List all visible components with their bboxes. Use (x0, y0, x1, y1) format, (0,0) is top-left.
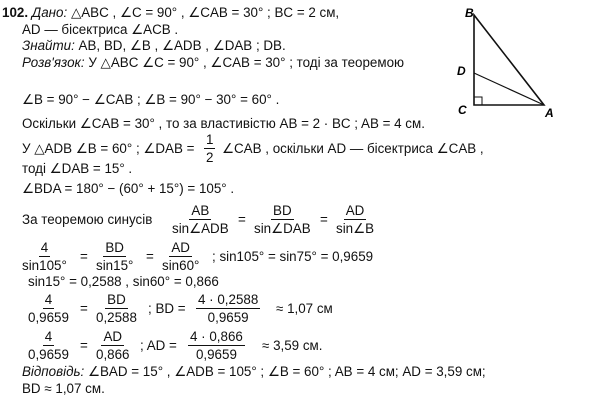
denominator: sin105° (22, 258, 67, 273)
row1-fraction-2 (94, 240, 135, 273)
find-label: Знайти: (22, 38, 75, 53)
row2-mid: ; BD = (148, 301, 186, 316)
given-line-2: AD — бісектриса ∠ACB . (22, 22, 179, 37)
row2-fraction-2 (94, 292, 139, 325)
row1-fraction-3 (160, 240, 201, 273)
numerator: AD (103, 329, 123, 344)
denominator: sin∠DAB (254, 221, 311, 236)
row2-tail: ≈ 1,07 см (276, 301, 333, 316)
row1-fraction-1 (20, 240, 69, 273)
denominator: sin∠ADB (172, 221, 229, 236)
find-line (22, 38, 286, 54)
row3-fraction-3 (188, 329, 245, 362)
sine-rule-label: За теоремою синусів (22, 212, 153, 227)
row2-fraction-1 (26, 292, 71, 325)
answer-line-1 (22, 364, 486, 380)
denominator: 0,9659 (28, 347, 69, 362)
numerator: AD (345, 203, 365, 218)
equals-sign: = (238, 212, 246, 227)
solution-line-4a: У △ADB ∠B = 60° ; ∠DAB = (22, 141, 195, 156)
solution-text-1: У △ABC ∠C = 90° , ∠CAB = 30° ; тоді за теоремою (88, 55, 405, 70)
problem-number: 102. (2, 5, 29, 20)
row1-tail: ; sin105° = sin75° = 0,9659 (212, 249, 374, 264)
sine-rule-fraction-3 (334, 203, 376, 236)
right-angle-mark (474, 97, 482, 105)
vertex-label-a: A (545, 106, 554, 120)
numerator: 4 · 0,2588 (198, 292, 259, 307)
given-label: Дано: (31, 5, 68, 20)
numerator: AD (171, 240, 190, 255)
denominator: 0,2588 (96, 310, 137, 325)
numerator: BD (107, 292, 126, 307)
half-fraction (204, 132, 215, 165)
row3-fraction-1 (26, 329, 71, 362)
denominator: 0,866 (96, 347, 130, 362)
denominator: 0,9659 (207, 310, 249, 325)
solution-line-3: Оскільки ∠CAB = 30° , то за властивістю AB = 2 · BC ; AB = 4 см. (22, 116, 425, 131)
given-line-1: △ABC , ∠C = 90° , ∠CAB = 30° ; BC = 2 см, (70, 5, 340, 20)
numerator: BD (273, 203, 292, 218)
solution-line-4b: ∠CAB , оскільки AD — бісектриса ∠CAB , (222, 141, 484, 156)
solution-line-2: ∠B = 90° − ∠CAB ; ∠B = 90° − 30° = 60° . (22, 92, 280, 107)
numerator: BD (105, 240, 124, 255)
denominator: 0,9659 (195, 347, 237, 362)
sine-rule-fraction-1 (170, 203, 231, 236)
answer-line-2: BD ≈ 1,07 см. (22, 381, 105, 396)
bisector-ad (474, 73, 544, 105)
denominator: 0,9659 (28, 310, 69, 325)
find-text: AB, BD, ∠B , ∠ADB , ∠DAB ; DB. (78, 38, 286, 53)
sine-values-line: sin15° = 0,2588 , sin60° = 0,866 (28, 274, 219, 289)
vertex-label-d: D (457, 64, 466, 78)
denominator: sin∠B (336, 221, 375, 236)
sine-rule-fraction-2 (252, 203, 313, 236)
equals-sign: = (80, 301, 88, 316)
equals-sign: = (80, 249, 88, 264)
problem-header (2, 5, 339, 21)
solution-line-6: ∠BDA = 180° − (60° + 15°) = 105° . (22, 181, 235, 196)
answer-text-1: ∠BAD = 15° , ∠ADB = 105° ; ∠B = 60° ; AB = 4 см; AD = 3,59 см; (88, 364, 486, 379)
equals-sign: = (80, 338, 88, 353)
solution-line-5: тоді ∠DAB = 15° . (22, 161, 133, 176)
answer-label: Відповідь: (22, 364, 85, 379)
numerator: 4 (40, 240, 49, 255)
vertex-label-b: B (465, 6, 474, 20)
numerator: 4 · 0,866 (190, 329, 243, 344)
half-numerator: 1 (206, 132, 214, 147)
half-denominator: 2 (206, 150, 214, 165)
numerator: 4 (44, 292, 53, 307)
numerator: AB (191, 203, 210, 218)
equals-sign: = (146, 249, 154, 264)
solution-line-1 (22, 55, 404, 71)
denominator: sin60° (162, 258, 200, 273)
vertex-label-c: C (458, 103, 467, 117)
row3-mid: ; AD = (140, 338, 177, 353)
row2-fraction-3 (196, 292, 260, 325)
numerator: 4 (44, 329, 53, 344)
denominator: sin15° (96, 258, 134, 273)
triangle-abc (474, 15, 544, 105)
equals-sign: = (320, 212, 328, 227)
row3-tail: ≈ 3,59 см. (262, 338, 323, 353)
row3-fraction-2 (94, 329, 132, 362)
triangle-diagram (452, 0, 591, 120)
solution-label: Розв'язок: (22, 55, 85, 70)
